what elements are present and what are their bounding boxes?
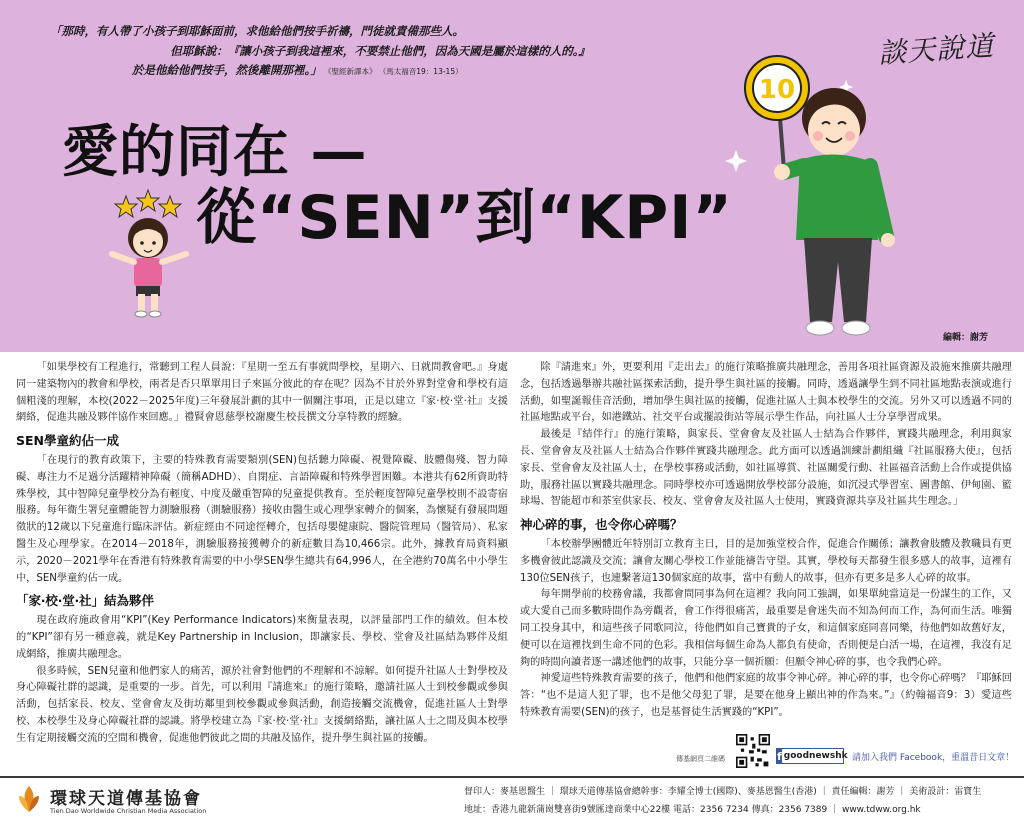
paragraph-education-sunday: 「本校辦學團體近年特別訂立教育主日，目的是加強堂校合作，促進合作關係；讓教會肢體及教職員有更多機會彼此認識及交流；讓會友關心學校工作並能禱告守望。其實，學校每天都發生很多感人的故事，這裡有130位SEN孩子，也連繫著這130個家庭的故事，當中有動人的故事，但亦有更多是多人心碎的故事。 bbox=[520, 538, 1012, 584]
facebook-icon: f bbox=[777, 749, 782, 763]
header-banner bbox=[0, 0, 1024, 352]
publication-credits: 督印人：麥基恩醫生 ｜ 環球天道傳基協會總幹事：李耀全博士(國際)、麥基恩醫生(香港) ｜ 責任編輯：謝芳 ｜ 美術設計：雷寶生 bbox=[464, 787, 982, 797]
girl-shirt bbox=[134, 258, 162, 288]
editor-credit: 編輯：謝芳 bbox=[942, 333, 988, 343]
paragraph-staff-meeting: 每年開學前的校務會議，我都會問同事為何在這裡？我向同工強調，如果單純當這是一份謀生的工作，又或大愛自己而多數時間作為旁觀者，會工作得很痛苦，最重要是會迷失而不知為何而工作，為何而生活。唯獨同工投身其中，和這些孩子同歌同泣，待他們如自己寶貴的子女，和這個家庭同喜同樂，待他們如故舊好友，便可以在這裡找到生命不同的色彩。我相信每個生命為人都負有使命，否則便是白活一場，在這裡，我沒有足夠的時間向讀者逐一講述他們的故事，只能分享一個祈願：但願令神心碎的事，也令我們心碎。 bbox=[520, 589, 1012, 668]
paragraph-closing: 神愛這些特殊教育需要的孩子，他們和他們家庭的故事令神心碎。神心碎的事，也令你心碎嗎？『耶穌回答：“也不是這人犯了罪，也不是他父母犯了罪，是要在他身上顯出神的作為來。”』（約翰福音9：3）愛這些特殊教育需要(SEN)的孩子，也是基督徒生活實踐的“KPI”。 bbox=[520, 673, 1012, 718]
bible-quote bbox=[50, 22, 610, 82]
facebook-handle: goodnewshk bbox=[783, 751, 848, 761]
section-heading-sen: SEN學童約佔一成 bbox=[16, 433, 120, 449]
quote-line-1: 「那時，有人帶了小孩子到耶穌面前，求他給他們按手祈禱，門徒就責備那些人。 bbox=[50, 24, 464, 38]
paragraph-walk-together: 最後是『結伴行』的施行策略，與家長、堂會會友及社區人士結為合作夥伴，實踐共融理念，利用與家長、堂會會友及社區人士結為合作夥伴實踐共融理念。此方面可以透過訓練計劃組織『社區服務大使』，包括家長、堂會會友及社區人士，在學校事務或活動，如社區導賞、社區關愛行動、社區福音活動上合作或提供協助，服務社區以實踐共融理念。同時學校亦可透過開放學校部分設施，如沉浸式學習室、圖書館、伊甸園、籃球場、智能超市和茶室供家長、校友、堂會會友及社區人士使用，實踐資源共享及社區共生理念。」 bbox=[520, 429, 1012, 508]
intro-paragraph: 「如果學校有工程進行，常聽到工程人員說：『星期一至五有事就問學校，星期六、日就問教會吧。』身處同一建築物內的教會和學校，兩者是否只單單用日子來區分彼此的存在呢？因為不甘於外界對堂會和學校有這個粗淺的理解，本校(2022－2025年度)三年發展計劃的其中一個關注事項，正是以建立『家‧校‧堂‧社』支援網絡，促進共融及夥伴協作來回應。」禮賢會恩慈學校謝慶生校長撰文分享特教的經驗。 bbox=[16, 362, 508, 424]
organization-logo-icon bbox=[14, 784, 44, 814]
quote-version: 《聖經新譯本》 bbox=[327, 67, 377, 76]
quote-line-2: 但耶穌說：『讓小孩子到我這裡來，不要禁止他們，因為天國是屬於這樣的人的。』 bbox=[170, 43, 590, 58]
facebook-link[interactable] bbox=[776, 748, 848, 764]
article-column-right bbox=[520, 360, 1012, 722]
quote-line-3 bbox=[50, 61, 610, 82]
organization-name: 環球天道傳基協會 bbox=[50, 789, 202, 809]
headline-line-1: 愛的同在 — bbox=[62, 120, 368, 185]
section-heading-heartbreak: 神心碎的事，也令你心碎嗎？ bbox=[520, 517, 683, 533]
footer bbox=[0, 778, 1024, 822]
paragraph-go-out: 除『請進來』外，更要利用『走出去』的施行策略推廣共融理念，善用各項社區資源及設施來推廣共融理念，包括透過舉辦共融社區探索活動，提升學生與社區的接觸。同時，透過讓學生到不同社區地點表演或進行活動，如聖誕報佳音活動，增加學生與社區的接觸，促進社區人士與本校學生的交流。另外又可以透過不同的社區地點或平台，如港鐵站、社交平台或擺設街站等展示學生作品，向社區人士分享學習成果。 bbox=[520, 362, 1012, 424]
girl-illustration bbox=[96, 188, 206, 318]
quote-line-3-text: 於是他給他們按手，然後離開那裡。」 bbox=[132, 63, 322, 77]
facebook-cta[interactable]: 請加入我們 Facebook，重溫昔日文章！ bbox=[852, 753, 1015, 763]
stars-icon bbox=[115, 190, 181, 217]
sign-number: 10 bbox=[758, 75, 796, 105]
boy-illustration bbox=[722, 40, 902, 340]
section-heading-partnership: 「家‧校‧堂‧社」結為夥伴 bbox=[16, 593, 155, 609]
qr-label: 傳基網頁二維碼 bbox=[676, 755, 725, 763]
quote-reference: （馬太福音19：13-15） bbox=[382, 67, 463, 76]
column-brand-logo: 談天說道 bbox=[877, 28, 996, 71]
contact-info: 地址：香港九龍新蒲崗雙喜街9號匯達商業中心22樓 電話：2356 7234 傳真：2356 7389 ｜ www.tdww.org.hk bbox=[464, 805, 921, 815]
organization-name-english: Tien Dao Worldwide Christian Media Association bbox=[50, 807, 207, 815]
headline-line-2: 從“SEN”到“KPI” bbox=[196, 183, 733, 253]
paragraph-kpi: 現在政府施政會用“KPI”(Key Performance Indicators)來衡量表現，以評量部門工作的績效。但本校的“KPI”卻有另一種意義，就是Key Partnership in Inclusion，即讓家長、學校、堂會及社區結為夥伴及組成網絡，推廣共融理念。 bbox=[16, 615, 508, 660]
article-column-left bbox=[16, 360, 508, 748]
paragraph-sen: 「在現行的教育政策下，主要的特殊教育需要類別(SEN)包括聽力障礙、視覺障礙、肢體傷殘、智力障礙、專注力不足過分活躍精神障礙（簡稱ADHD）、自閉症、言語障礙和特殊學習困難。本港共有62所資助特殊學校，其中智障兒童學校分為有輕度、中度及嚴重智障的兒童提供教育。至於輕度智障兒童學校則不設寄宿服務。每年衞生署兒童體能智力測驗服務（測驗服務）接收由醫生或心理學家轉介的個案，為懷疑有發展問題徵狀的12歲以下兒童進行臨床評估。新症經由不同途徑轉介，包括母嬰健康院、醫院管理局（醫管局）、私家醫生及心理學家。在2014－2018年，測驗服務接獲轉介的新症數目為10,466宗。此外，據教育局資料顯示，2020－2021學年在香港有特殊教育需要的中小學SEN學生總共有64,996人，在全港約70萬名中小學生中，SEN學童約佔一成。 bbox=[16, 454, 508, 584]
qr-code-icon[interactable] bbox=[736, 734, 770, 768]
paragraph-invite-in: 很多時候，SEN兒童和他們家人的痛苦，源於社會對他們的不理解和不諒解。如何提升社區人士對學校及身心障礙社群的認識，是重要的一步。首先，可以利用『請進來』的施行策略，邀請社區人士到校參觀或參與活動，包括家長、校友、堂會會友及街坊鄰里到校參觀或參與活動，創造接觸交流機會，促進社區人士對學校、本校學生及身心障礙社群的認識。將學校建立為『家‧校‧堂‧社』支援網絡點，讓社區人士之間及與本校學生有定期接觸交流的空間和機會，促進他們彼此之間的共融及協作，提升學生與社區的接觸。 bbox=[16, 665, 508, 744]
social-strip bbox=[676, 734, 1016, 770]
